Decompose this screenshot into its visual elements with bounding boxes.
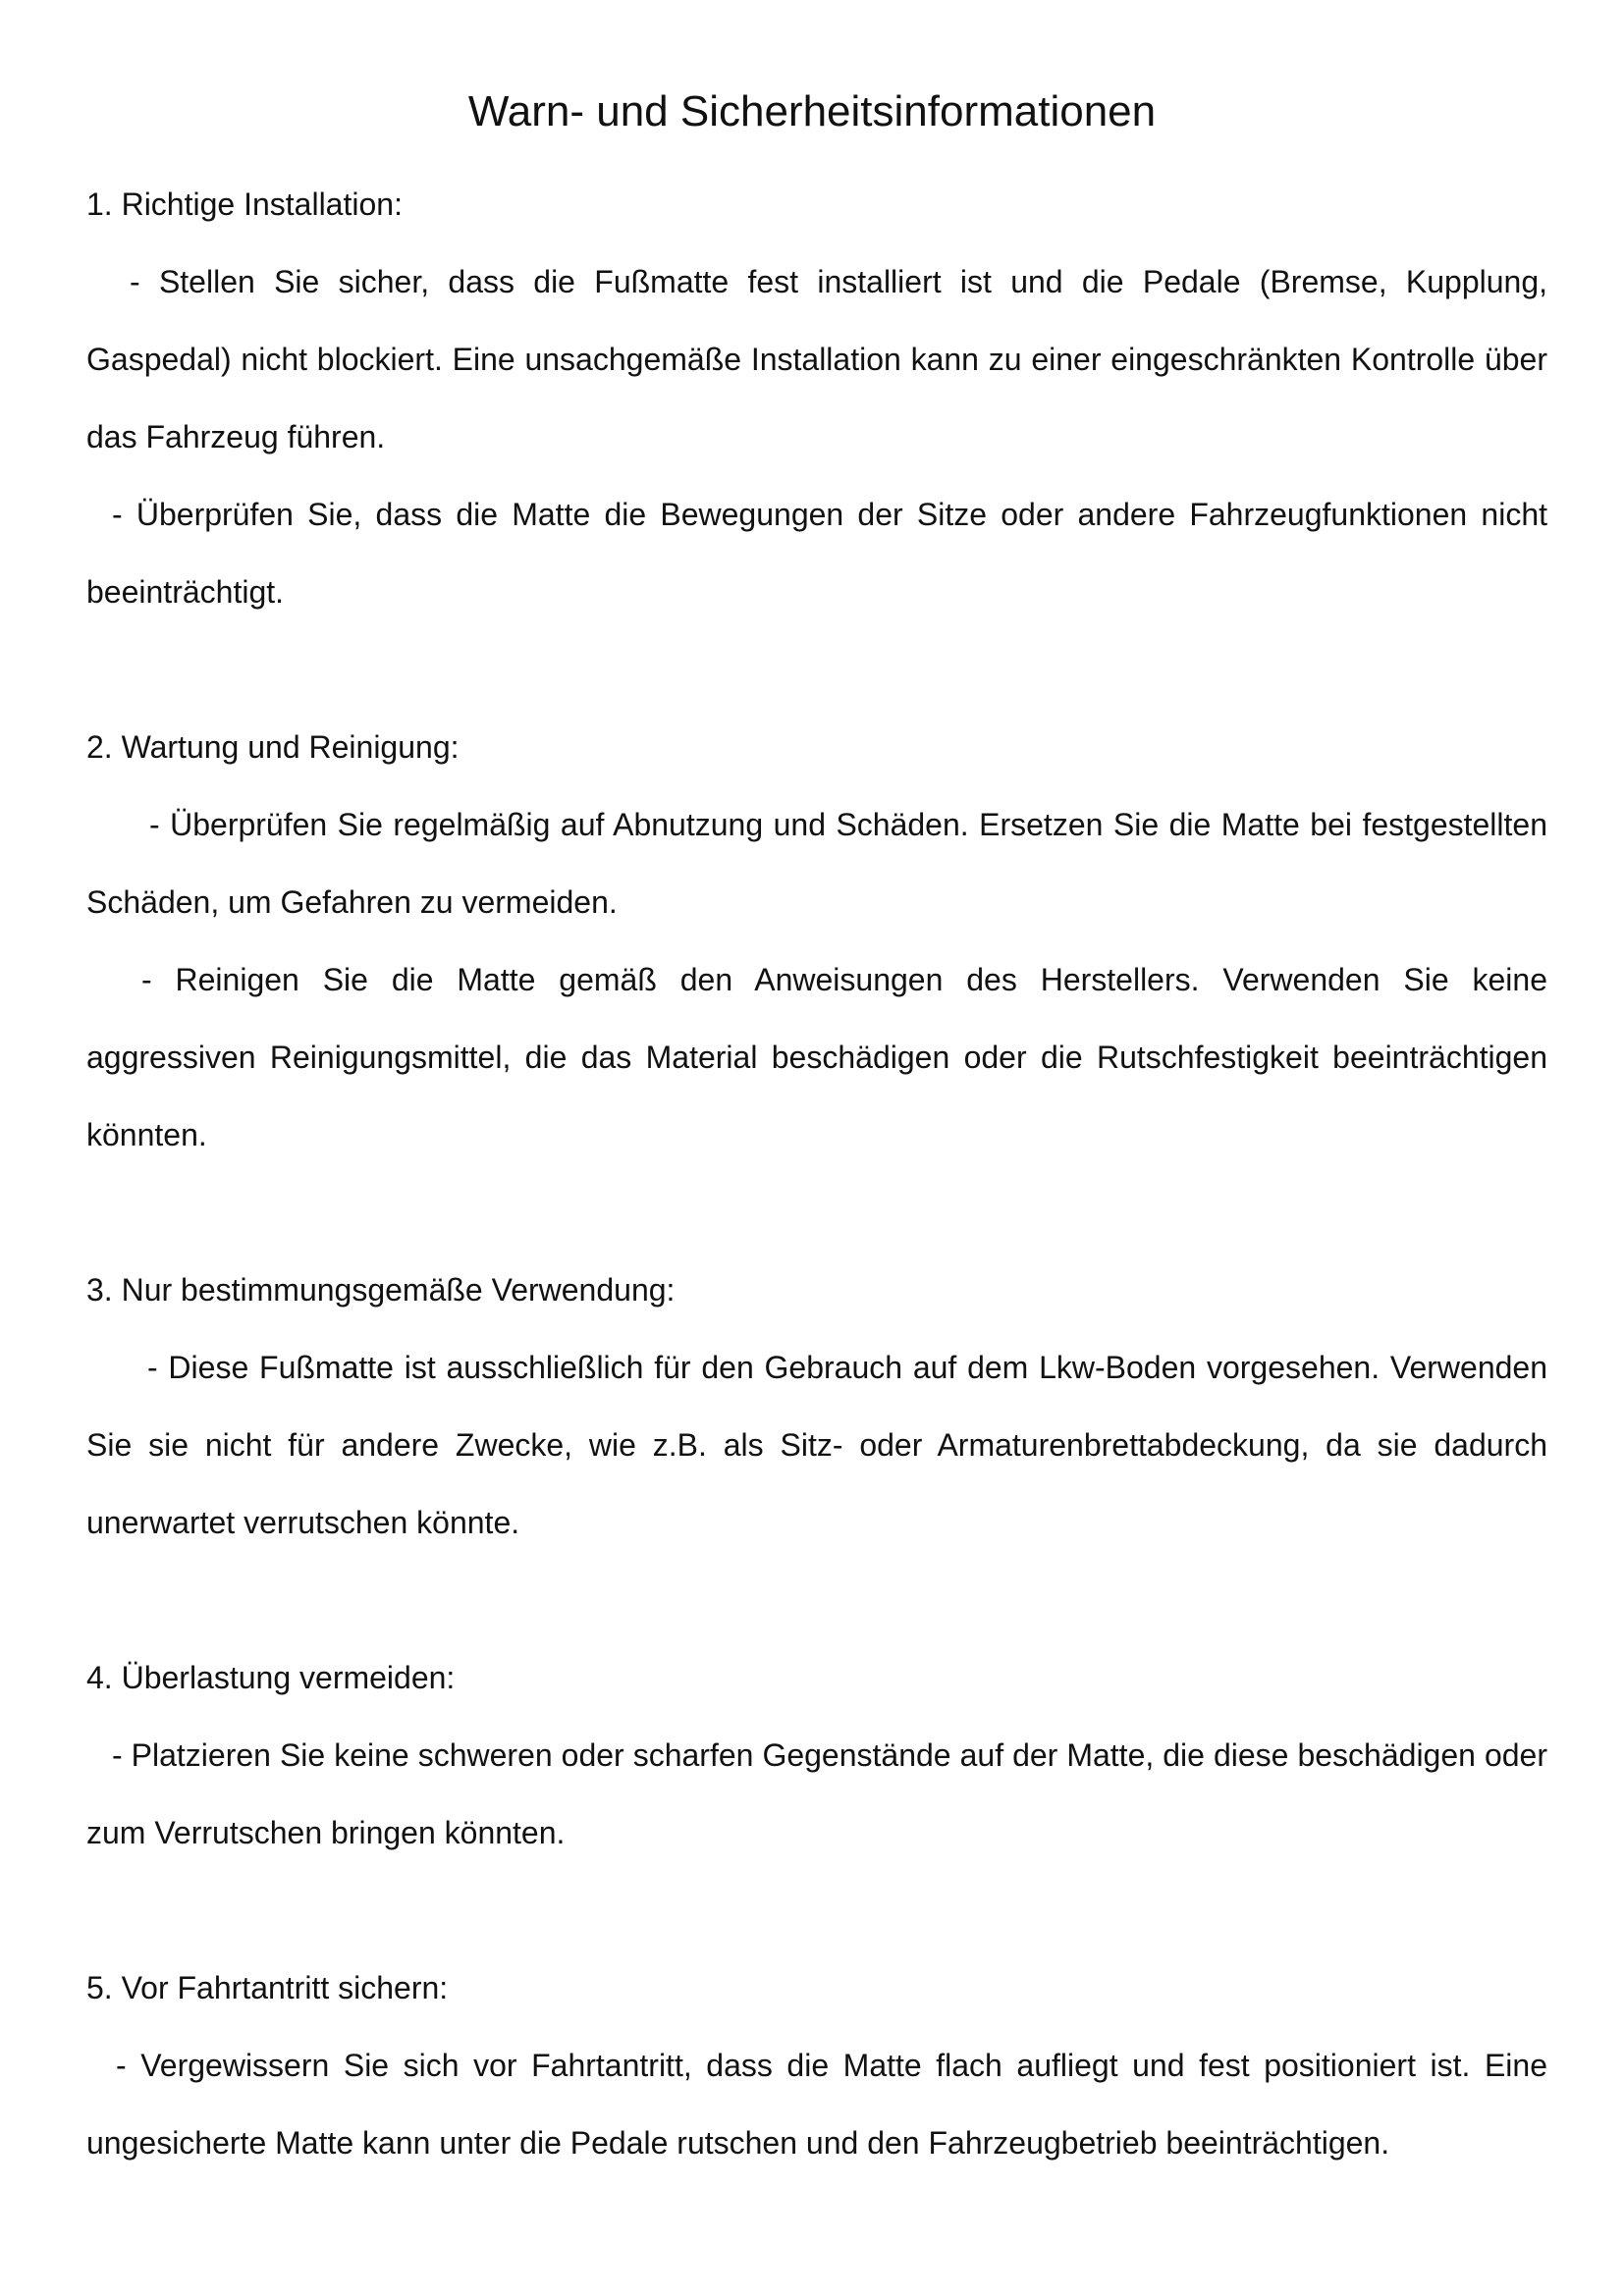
- section-maintenance: [86, 709, 1547, 1174]
- section-spacer: [86, 631, 1547, 709]
- warning-item: - Überprüfen Sie, dass die Matte die Bewegungen der Sitze oder andere Fahrzeugfunktionen nicht beeinträchtigt.: [86, 497, 1547, 610]
- section-spacer: [86, 1872, 1547, 1949]
- section-spacer: [86, 1174, 1547, 1252]
- section-secure-before-driving: [86, 1949, 1547, 2182]
- section-intended-use: [86, 1252, 1547, 1562]
- section-spacer: [86, 1562, 1547, 1639]
- document-title: Warn- und Sicherheitsinformationen: [467, 87, 1157, 135]
- warning-item: - Platzieren Sie keine schweren oder scharfen Gegenstände auf der Matte, die diese beschädigen oder zum Verrutschen bringen könnten.: [86, 1737, 1547, 1850]
- section-heading: 4. Überlastung vermeiden:: [86, 1660, 456, 1695]
- warning-item: - Reinigen Sie die Matte gemäß den Anweisungen des Herstellers. Verwenden Sie keine aggressiven Reinigungsmittel, die das Material beschädigen oder die Rutschfestigkeit beeinträchtigen könnten.: [86, 962, 1547, 1152]
- section-heading: 2. Wartung und Reinigung:: [86, 729, 460, 765]
- section-heading: 1. Richtige Installation:: [86, 187, 403, 222]
- warning-item: - Überprüfen Sie regelmäßig auf Abnutzung und Schäden. Ersetzen Sie die Matte bei festgestellten Schäden, um Gefahren zu vermeiden.: [86, 807, 1547, 920]
- warning-item: - Diese Fußmatte ist ausschließlich für den Gebrauch auf dem Lkw-Boden vorgesehen. Verwenden Sie sie nicht für andere Zwecke, wie z.B. als Sitz- oder Armaturenbrettabdeckung, da sie dadurch unerwartet verrutschen könnte.: [86, 1350, 1547, 1540]
- section-heading: 3. Nur bestimmungsgemäße Verwendung:: [86, 1272, 676, 1308]
- section-overload: [86, 1639, 1547, 1872]
- section-installation: [86, 166, 1547, 631]
- warning-item: - Stellen Sie sicher, dass die Fußmatte fest installiert ist und die Pedale (Bremse, Kupplung, Gaspedal) nicht blockiert. Eine unsachgemäße Installation kann zu einer eingeschränkten Kontrolle über das Fahrzeug führen.: [86, 264, 1547, 454]
- warning-item: - Vergewissern Sie sich vor Fahrtantritt, dass die Matte flach aufliegt und fest positioniert ist. Eine ungesicherte Matte kann unter die Pedale rutschen und den Fahrzeugbetrieb beeinträchtigen.: [86, 2048, 1547, 2161]
- section-heading: 5. Vor Fahrtantritt sichern:: [86, 1970, 449, 2005]
- document-body: [86, 166, 1547, 2182]
